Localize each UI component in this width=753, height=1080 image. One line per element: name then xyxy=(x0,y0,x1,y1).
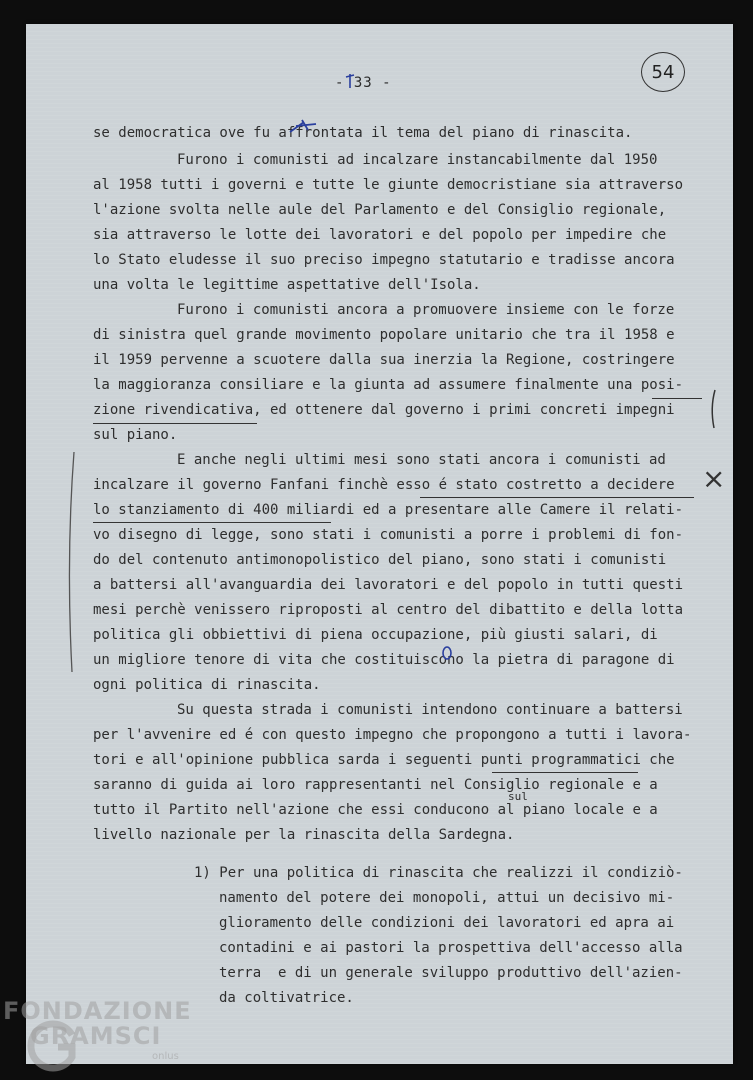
margin-bracket-mark xyxy=(62,448,82,676)
text-line: saranno di guida ai loro rappresentanti nel Consiglio regionale e a xyxy=(93,777,658,793)
text-line: al 1958 tutti i governi e tutte le giunte democristiane sia attraverso xyxy=(93,177,684,193)
fondazione-gramsci-watermark xyxy=(0,995,200,1080)
text-line: tori e all'opinione pubblica sarda i seguenti punti programmatici che xyxy=(93,752,675,768)
text-line: un migliore tenore di vita che costituiscono la pietra di paragone di xyxy=(93,652,675,668)
list-item-text: terra e di un generale sviluppo produttivo dell'azien- xyxy=(219,965,683,981)
list-item-text: glioramento delle condizioni dei lavoratori ed apra ai xyxy=(219,915,675,931)
list-item-text: 1) Per una politica di rinascita che realizzi il condiziò- xyxy=(194,865,683,881)
text-line: do del contenuto antimonopolistico del piano, sono stati i comunisti xyxy=(93,552,667,568)
text-line: mesi perchè venissero riproposti al centro del dibattito e della lotta xyxy=(93,602,684,618)
text-line: E anche negli ultimi mesi sono stati ancora i comunisti ad xyxy=(177,452,666,468)
text-line: l'azione svolta nelle aule del Parlamento e del Consiglio regionale, xyxy=(93,202,667,218)
margin-cross-mark: × xyxy=(702,462,726,495)
list-item-text: contadini e ai pastori la prospettiva dell'accesso alla xyxy=(219,940,683,956)
pen-underline xyxy=(652,398,702,399)
text-line: una volta le legittime aspettative dell'Isola. xyxy=(93,277,481,293)
list-item-text: namento del potere dei monopoli, attui un decisivo mi- xyxy=(219,890,675,906)
text-line: sul piano. xyxy=(93,427,178,443)
watermark-text: onlus xyxy=(152,1051,179,1062)
pen-underline xyxy=(93,522,331,523)
pen-underline xyxy=(420,497,694,498)
text-line: di sinistra quel grande movimento popolare unitario che tra il 1958 e xyxy=(93,327,675,343)
interlinear-correction: sul xyxy=(508,790,528,803)
text-line: se democratica ove fu affrontata il tema del piano di rinascita. xyxy=(93,125,633,141)
text-line: livello nazionale per la rinascita della Sardegna. xyxy=(93,827,515,843)
text-line: zione rivendicativa, ed ottenere dal governo i primi concreti impegni xyxy=(93,402,675,418)
text-line: il 1959 pervenne a scuotere dalla sua inerzia la Regione, costringere xyxy=(93,352,675,368)
archive-page-number: 54 xyxy=(641,52,685,92)
margin-bracket-mark xyxy=(706,388,720,430)
list-item-text: da coltivatrice. xyxy=(219,990,354,1006)
text-line: politica gli obbiettivi di piena occupazione, più giusti salari, di xyxy=(93,627,658,643)
text-line: la maggioranza consiliare e la giunta ad assumere finalmente una posi- xyxy=(93,377,684,393)
pen-underline xyxy=(93,423,257,424)
text-line: a battersi all'avanguardia dei lavoratori e del popolo in tutti questi xyxy=(93,577,684,593)
blue-pen-correction xyxy=(342,72,358,90)
text-line: vo disegno di legge, sono stati i comunisti a porre i problemi di fon- xyxy=(93,527,684,543)
text-line: ogni politica di rinascita. xyxy=(93,677,321,693)
text-line: Furono i comunisti ad incalzare instancabilmente dal 1950 xyxy=(177,152,658,168)
text-line: Furono i comunisti ancora a promuovere insieme con le forze xyxy=(177,302,675,318)
text-line: lo Stato eludesse il suo preciso impegno statutario e tradisse ancora xyxy=(93,252,675,268)
blue-pen-correction xyxy=(440,645,454,661)
text-line: lo stanziamento di 400 miliardi ed a presentare alle Camere il relati- xyxy=(93,502,684,518)
watermark-text: GRAMSCI xyxy=(30,1022,162,1050)
text-line: sia attraverso le lotte dei lavoratori e del popolo per impedire che xyxy=(93,227,667,243)
text-line: per l'avvenire ed é con questo impegno che propongono a tutti i lavora- xyxy=(93,727,692,743)
text-line: tutto il Partito nell'azione che essi conducono al piano locale e a xyxy=(93,802,658,818)
text-line: Su questa strada i comunisti intendono continuare a battersi xyxy=(177,702,683,718)
page-number: - 33 - xyxy=(335,75,392,91)
text-line: incalzare il governo Fanfani finchè esso é stato costretto a decidere xyxy=(93,477,675,493)
blue-pen-correction xyxy=(286,118,338,138)
watermark-text: FONDAZIONE xyxy=(3,997,192,1025)
pen-underline xyxy=(492,772,638,773)
